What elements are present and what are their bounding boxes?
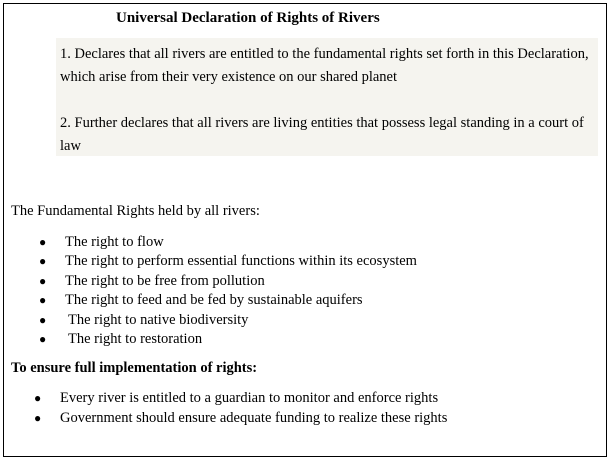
document-title: Universal Declaration of Rights of Rivers — [116, 10, 380, 26]
implementation-text: Every river is entitled to a guardian to monitor and enforce rights — [60, 390, 439, 406]
implementation-heading: To ensure full implementation of rights: — [11, 360, 258, 376]
right-text: The right to flow — [65, 234, 164, 250]
implementation-text: Government should ensure adequate funding to realize these rights — [60, 410, 448, 426]
right-text: The right to perform essential functions within its ecosystem — [65, 253, 417, 270]
rights-intro: The Fundamental Rights held by all rivers: — [11, 203, 260, 219]
clause-1: 1. Declares that all rivers are entitled to the fundamental rights set forth in this Declaration, which arise from their very existence on our shared planet — [60, 46, 589, 85]
right-text: The right to feed and be fed by sustainable aquifers — [65, 292, 363, 309]
right-text: The right to be free from pollution — [65, 272, 265, 289]
clause-2: 2. Further declares that all rivers are living entities that possess legal standing in a court of law — [60, 115, 584, 154]
right-text: The right to restoration — [68, 330, 203, 347]
bullet-icon: ● — [39, 293, 47, 308]
bullet-icon: ● — [34, 391, 42, 405]
bullet-icon: ● — [39, 331, 47, 346]
bullet-icon: ● — [39, 312, 47, 327]
bullet-icon: ● — [34, 411, 42, 425]
bullet-icon: ● — [39, 273, 47, 288]
bullet-icon: ● — [39, 235, 47, 249]
bullet-icon: ● — [39, 254, 47, 269]
right-text: The right to native biodiversity — [68, 311, 249, 328]
preamble-block — [56, 38, 598, 156]
